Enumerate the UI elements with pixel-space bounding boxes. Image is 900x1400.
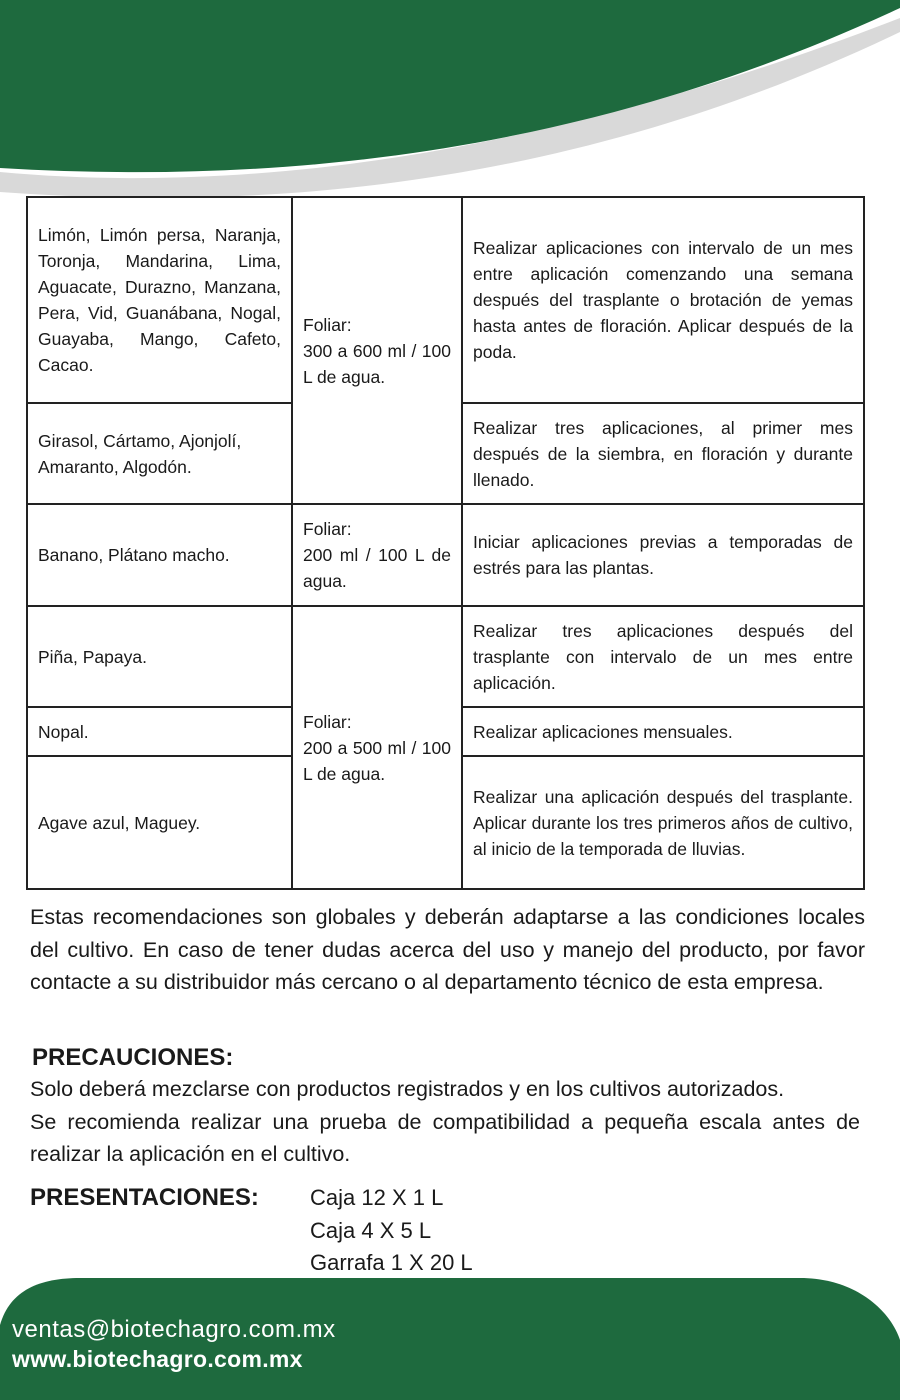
usage-note: Estas recomendaciones son globales y deberán adaptarse a las condiciones locales del cultivo. En caso de tener dudas acerca del uso y manejo del producto, por favor contacte a su distribuidor más cercano o al departamento técnico de esta empresa. (30, 905, 865, 994)
dose-value: 300 a 600 ml / 100 L de agua. (303, 340, 451, 387)
presentations-list (310, 1182, 473, 1280)
crop-cell: Girasol, Cártamo, Ajonjolí, Amaranto, Algodón. (27, 403, 292, 504)
precaution-line: Solo deberá mezclarse con productos registrados y en los cultivos autorizados. (30, 1077, 785, 1101)
recommendation-cell: Iniciar aplicaciones previas a temporadas de estrés para las plantas. (462, 504, 864, 606)
crop-cell: Limón, Limón persa, Naranja, Toronja, Mandarina, Lima, Aguacate, Durazno, Manzana, Pera, Vid, Guanábana, Nogal, Guayaba, Mango, Cafeto, Cacao. (27, 197, 292, 403)
dose-label: Foliar: (303, 711, 352, 732)
precautions-text (30, 1073, 860, 1171)
dose-cell (292, 606, 462, 889)
table-row (27, 197, 864, 403)
dose-label: Foliar: (303, 519, 352, 539)
dose-cell (292, 197, 462, 504)
recommendation-cell: Realizar tres aplicaciones, al primer mes después de la siembra, en floración y durante llenado. (462, 403, 864, 504)
presentations-title: PRESENTACIONES: (30, 1184, 259, 1211)
list-item: Caja 12 X 1 L (310, 1185, 444, 1210)
recommendation-cell: Realizar aplicaciones con intervalo de un mes entre aplicación comenzando una semana después del trasplante o brotación de yemas hasta antes de floración. Aplicar después de la poda. (462, 197, 864, 403)
contact-email[interactable]: ventas@biotechagro.com.mx (12, 1316, 336, 1343)
crop-cell: Nopal. (27, 707, 292, 756)
dose-cell (292, 504, 462, 606)
list-item: Garrafa 1 X 20 L (310, 1250, 473, 1275)
crop-cell: Piña, Papaya. (27, 606, 292, 707)
list-item: Caja 4 X 5 L (310, 1217, 432, 1243)
table-row (27, 606, 864, 707)
dose-value: 200 ml / 100 L de agua. (303, 545, 451, 591)
website-link[interactable]: www.biotechagro.com.mx (12, 1346, 303, 1372)
dose-label: Foliar: (303, 314, 352, 335)
recommendation-cell: Realizar tres aplicaciones después del trasplante con intervalo de un mes entre aplicación. (462, 606, 864, 707)
recommendation-cell: Realizar una aplicación después del trasplante. Aplicar durante los tres primeros años de cultivo, al inicio de la temporada de lluvias. (462, 756, 864, 889)
dose-value: 200 a 500 ml / 100 L de agua. (303, 737, 451, 784)
crop-cell: Banano, Plátano macho. (27, 504, 292, 606)
header-banner (0, 0, 900, 220)
dosage-table (26, 196, 865, 890)
crop-cell: Agave azul, Maguey. (27, 756, 292, 889)
recommendation-cell: Realizar aplicaciones mensuales. (462, 707, 864, 756)
precautions-title: PRECAUCIONES: (32, 1044, 234, 1071)
table-row (27, 504, 864, 606)
precaution-line: Se recomienda realizar una prueba de compatibilidad a pequeña escala antes de realizar la aplicación en el cultivo. (30, 1109, 860, 1166)
